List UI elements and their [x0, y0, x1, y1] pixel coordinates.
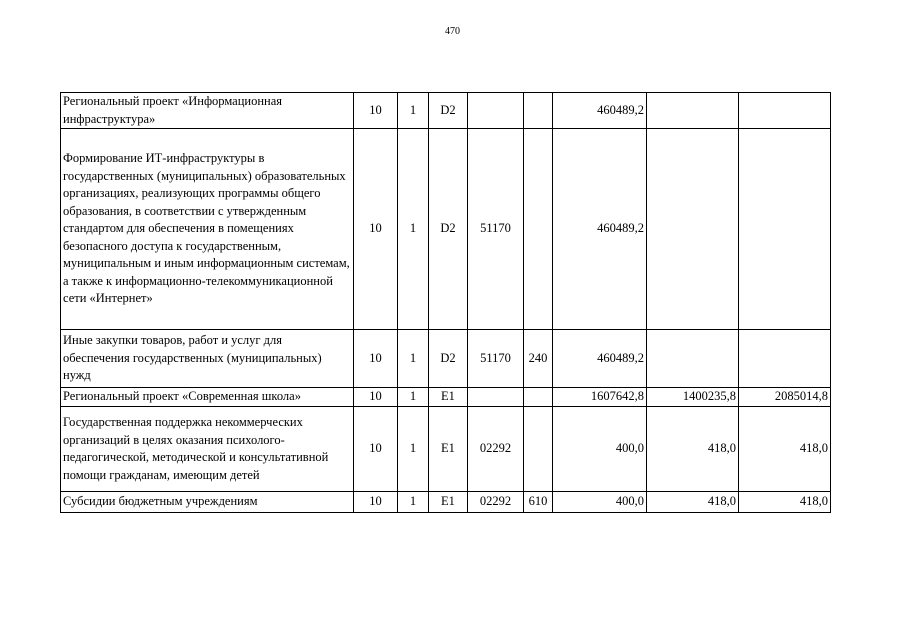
cell-program: E1 [429, 407, 468, 492]
cell-name: Субсидии бюджетным учреждениям [61, 492, 354, 513]
cell-sum1: 460489,2 [553, 93, 647, 129]
cell-razdel: 10 [354, 388, 398, 407]
cell-sum3: 2085014,8 [739, 388, 831, 407]
cell-name: Иные закупки товаров, работ и услуг для обеспечения государственных (муниципальных) нужд [61, 330, 354, 388]
cell-razdel: 10 [354, 492, 398, 513]
cell-podrazdel: 1 [398, 492, 429, 513]
cell-sum1: 1607642,8 [553, 388, 647, 407]
table-row [61, 330, 831, 388]
cell-name: Региональный проект «Информационная инфраструктура» [61, 93, 354, 129]
cell-podrazdel: 1 [398, 330, 429, 388]
cell-sum2: 418,0 [647, 492, 739, 513]
cell-sum1: 460489,2 [553, 129, 647, 330]
cell-razdel: 10 [354, 330, 398, 388]
cell-razdel: 10 [354, 93, 398, 129]
table-row [61, 407, 831, 492]
cell-sum2 [647, 330, 739, 388]
table-row [61, 388, 831, 407]
cell-sum2 [647, 93, 739, 129]
cell-razdel: 10 [354, 407, 398, 492]
cell-direction [468, 388, 524, 407]
cell-direction: 51170 [468, 330, 524, 388]
cell-program: D2 [429, 93, 468, 129]
cell-vid [524, 407, 553, 492]
table-row [61, 129, 831, 330]
cell-podrazdel: 1 [398, 93, 429, 129]
cell-sum2: 1400235,8 [647, 388, 739, 407]
cell-vid [524, 129, 553, 330]
table-row [61, 93, 831, 129]
cell-vid: 240 [524, 330, 553, 388]
cell-name: Формирование ИТ-инфраструктуры в государственных (муниципальных) образовательных организациях, реализующих программы общего образования, в соответствии с утвержденным стандартом для обеспечения в помещениях безопасного доступа к государственным, муниципальным и иным информационным системам, а также к информационно-телекоммуникационной сети «Интернет» [61, 129, 354, 330]
cell-sum3: 418,0 [739, 492, 831, 513]
cell-razdel: 10 [354, 129, 398, 330]
cell-sum3 [739, 330, 831, 388]
cell-sum2: 418,0 [647, 407, 739, 492]
cell-program: D2 [429, 330, 468, 388]
cell-direction: 02292 [468, 407, 524, 492]
cell-direction: 51170 [468, 129, 524, 330]
budget-table [60, 92, 831, 513]
cell-direction: 02292 [468, 492, 524, 513]
cell-sum3 [739, 93, 831, 129]
cell-sum1: 400,0 [553, 407, 647, 492]
cell-vid [524, 388, 553, 407]
cell-program: E1 [429, 492, 468, 513]
cell-direction [468, 93, 524, 129]
cell-sum1: 460489,2 [553, 330, 647, 388]
cell-program: D2 [429, 129, 468, 330]
cell-podrazdel: 1 [398, 129, 429, 330]
cell-program: E1 [429, 388, 468, 407]
cell-sum2 [647, 129, 739, 330]
cell-podrazdel: 1 [398, 407, 429, 492]
cell-name: Региональный проект «Современная школа» [61, 388, 354, 407]
cell-vid [524, 93, 553, 129]
cell-podrazdel: 1 [398, 388, 429, 407]
cell-sum3: 418,0 [739, 407, 831, 492]
table-row [61, 492, 831, 513]
cell-sum3 [739, 129, 831, 330]
cell-sum1: 400,0 [553, 492, 647, 513]
cell-vid: 610 [524, 492, 553, 513]
page-number: 470 [445, 26, 460, 37]
cell-name: Государственная поддержка некоммерческих организаций в целях оказания психолого-педагогической, методической и консультативной помощи гражданам, имеющим детей [61, 407, 354, 492]
